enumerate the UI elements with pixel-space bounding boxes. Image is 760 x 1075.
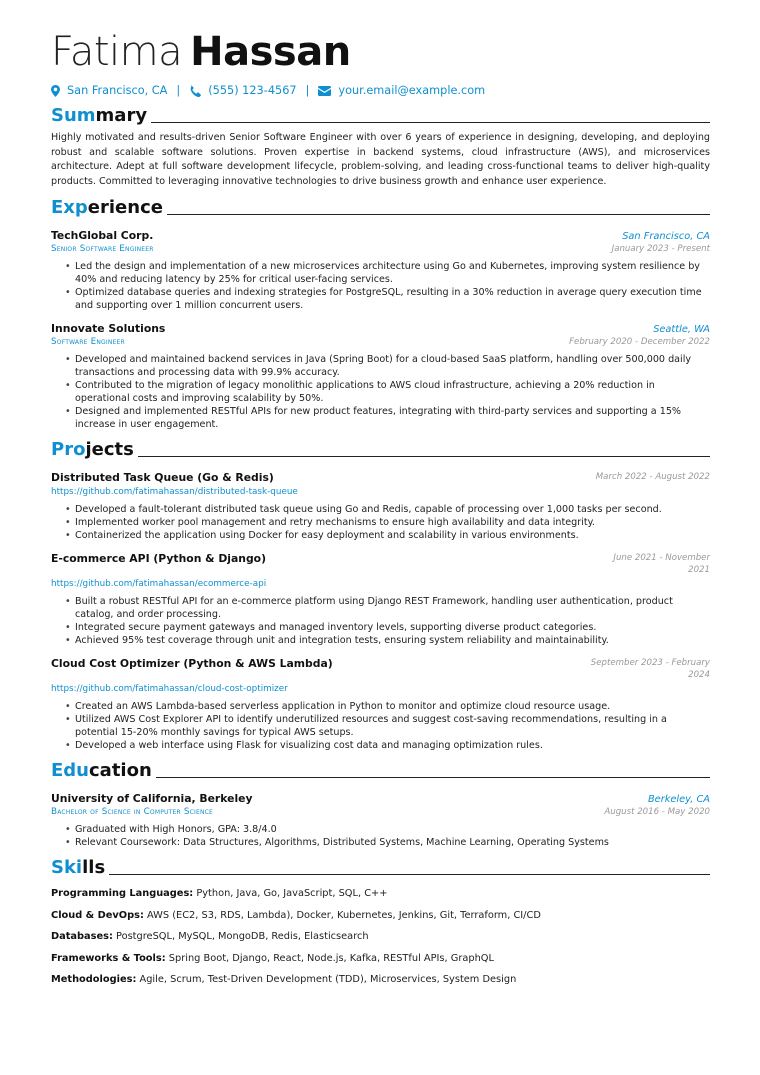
skill-value: AWS (EC2, S3, RDS, Lambda), Docker, Kubernetes, Jenkins, Git, Terraform, CI/CD (147, 909, 541, 921)
education-section-title (51, 760, 710, 782)
school-location: Berkeley, CA (647, 794, 710, 805)
section-rule (138, 456, 710, 457)
job-location: Seattle, WA (653, 324, 710, 335)
job-dates: February 2020 - December 2022 (569, 337, 710, 347)
job-location: San Francisco, CA (622, 231, 710, 242)
bullet-list (51, 260, 710, 312)
summary-section-title (51, 105, 710, 127)
skill-value: Agile, Scrum, Test-Driven Development (TDD), Microservices, System Design (139, 974, 517, 985)
contact-phone[interactable] (189, 84, 296, 97)
skill-row (51, 948, 710, 970)
skills-list (51, 883, 710, 991)
project-dates: March 2022 - August 2022 (595, 472, 710, 482)
contact-line (51, 84, 710, 97)
project-link[interactable]: https://github.com/fatimahassan/distributed-task-queue (51, 487, 298, 497)
bullet-item: • Utilized AWS Cost Explorer API to identify underutilized resources and suggest cost-saving recommendations, resulting in a potential 15-20% monthly savings for typical AWS setups. (75, 713, 710, 739)
projects-section-title (51, 439, 710, 461)
skill-label: Methodologies: (51, 974, 137, 985)
envelope-icon (318, 86, 331, 96)
bullet-list (51, 700, 710, 752)
bullet-item: • Built a robust RESTful API for an e-commerce platform using Django REST Framework, handling user authentication, product catalog, and order processing. (75, 595, 710, 621)
project-dates: June 2021 - November 2021 (613, 553, 710, 575)
bullet-item: • Relevant Coursework: Data Structures, Algorithms, Distributed Systems, Machine Learning, Operating Systems (75, 836, 710, 849)
bullet-item: • Contributed to the migration of legacy monolithic applications to AWS cloud infrastructure, achieving a 20% reduction in operational costs and improving scalability by 50%. (75, 379, 710, 405)
skill-value: PostgreSQL, MySQL, MongoDB, Redis, Elasticsearch (116, 931, 369, 942)
bullet-list (51, 353, 710, 431)
bullet-list (51, 595, 710, 647)
project-title: Distributed Task Queue (Go & Redis) (51, 471, 274, 484)
section-rule (151, 122, 710, 123)
email-text[interactable]: your.email@example.com (338, 84, 486, 97)
bullet-item: • Achieved 95% test coverage through unit and integration tests, ensuring system reliability and maintainability. (75, 634, 710, 647)
section-heading: Skills (51, 857, 106, 878)
bullet-item: • Implemented worker pool management and retry mechanisms to ensure high availability and data integrity. (75, 516, 710, 529)
section-rule (167, 214, 710, 215)
job-role: Software Engineer (51, 337, 125, 347)
summary-text: Highly motivated and results-driven Senior Software Engineer with over 6 years of experience in designing, developing, and deploying robust and scalable software solutions. Proven expertise in backend systems, cloud infrastructure (AWS), and microservices architecture. Adept at full software development lifecycle, problem-solving, and leading cross-functional teams to deliver high-quality products. Committed to leveraging innovative technologies to drive business growth and enhance user experience. (51, 132, 710, 187)
project-dates: September 2023 - February 2024 (590, 658, 710, 680)
location-text: San Francisco, CA (67, 84, 168, 97)
contact-separator: | (305, 84, 310, 97)
school-name: University of California, Berkeley (51, 792, 253, 805)
degree: Bachelor of Science in Computer Science (51, 807, 214, 817)
bullet-item: • Developed a fault-tolerant distributed task queue using Go and Redis, capable of processing over 1,000 tasks per second. (75, 503, 710, 516)
bullet-item: • Developed a web interface using Flask for visualizing cost data and managing optimization rules. (75, 739, 710, 752)
job-dates: January 2023 - Present (611, 244, 710, 254)
section-rule (109, 874, 710, 875)
phone-text[interactable]: (555) 123-4567 (208, 84, 297, 97)
contact-separator: | (176, 84, 181, 97)
section-heading: Experience (51, 197, 163, 218)
skill-label: Cloud & DevOps: (51, 909, 144, 921)
project-entry (51, 552, 710, 647)
project-entry (51, 471, 710, 542)
phone-icon (189, 85, 201, 97)
bullet-item: • Designed and implemented RESTful APIs for new product features, integrating with third-party services and supporting a 15% increase in user engagement. (75, 405, 710, 431)
skill-value: Python, Java, Go, JavaScript, SQL, C++ (196, 888, 388, 899)
bullet-item: • Graduated with High Honors, GPA: 3.8/4.0 (75, 823, 710, 836)
last-name: Hassan (190, 29, 351, 75)
experience-section-title (51, 197, 710, 219)
map-pin-icon (51, 85, 60, 97)
experience-entry (51, 322, 710, 431)
project-link[interactable]: https://github.com/fatimahassan/ecommerce-api (51, 579, 267, 589)
skill-row (51, 905, 710, 927)
contact-email[interactable] (318, 84, 485, 97)
skill-row (51, 883, 710, 905)
bullet-item: • Integrated secure payment gateways and managed inventory levels, supporting diverse product categories. (75, 621, 710, 634)
project-title: E-commerce API (Python & Django) (51, 552, 267, 565)
candidate-name (51, 30, 710, 74)
education-entry (51, 792, 710, 849)
project-link[interactable]: https://github.com/fatimahassan/cloud-cost-optimizer (51, 684, 288, 694)
contact-location (51, 84, 167, 97)
section-heading: Projects (51, 439, 134, 460)
bullet-list (51, 503, 710, 542)
skill-value: Spring Boot, Django, React, Node.js, Kafka, RESTful APIs, GraphQL (168, 952, 494, 964)
skill-label: Frameworks & Tools: (51, 952, 166, 964)
education-dates: August 2016 - May 2020 (604, 807, 710, 817)
bullet-item: • Created an AWS Lambda-based serverless application in Python to monitor and optimize cloud resource usage. (75, 700, 710, 713)
section-rule (156, 777, 710, 778)
experience-entry (51, 229, 710, 312)
project-entry (51, 657, 710, 752)
skill-label: Programming Languages: (51, 888, 194, 899)
skill-row (51, 926, 710, 948)
skills-section-title (51, 857, 710, 879)
bullet-item: • Developed and maintained backend services in Java (Spring Boot) for a cloud-based SaaS platform, handling over 500,000 daily transactions and processing data with 99.9% accuracy. (75, 353, 710, 379)
bullet-item: • Containerized the application using Docker for easy deployment and scalability in various environments. (75, 529, 710, 542)
job-role: Senior Software Engineer (51, 244, 154, 254)
project-title: Cloud Cost Optimizer (Python & AWS Lambda) (51, 657, 333, 670)
bullet-item: • Optimized database queries and indexing strategies for PostgreSQL, resulting in a 30% reduction in average query execution time and supporting over 1 million concurrent users. (75, 286, 710, 312)
company-name: TechGlobal Corp. (51, 229, 154, 242)
section-heading: Education (51, 760, 152, 781)
first-name: Fatima (51, 29, 183, 75)
skill-label: Databases: (51, 931, 113, 942)
section-heading: Summary (51, 105, 148, 126)
bullet-list (51, 823, 710, 849)
skill-row (51, 969, 710, 991)
company-name: Innovate Solutions (51, 322, 166, 335)
bullet-item: • Led the design and implementation of a new microservices architecture using Go and Kubernetes, improving system resilience by 40% and reducing latency by 25% for critical user-facing services. (75, 260, 710, 286)
